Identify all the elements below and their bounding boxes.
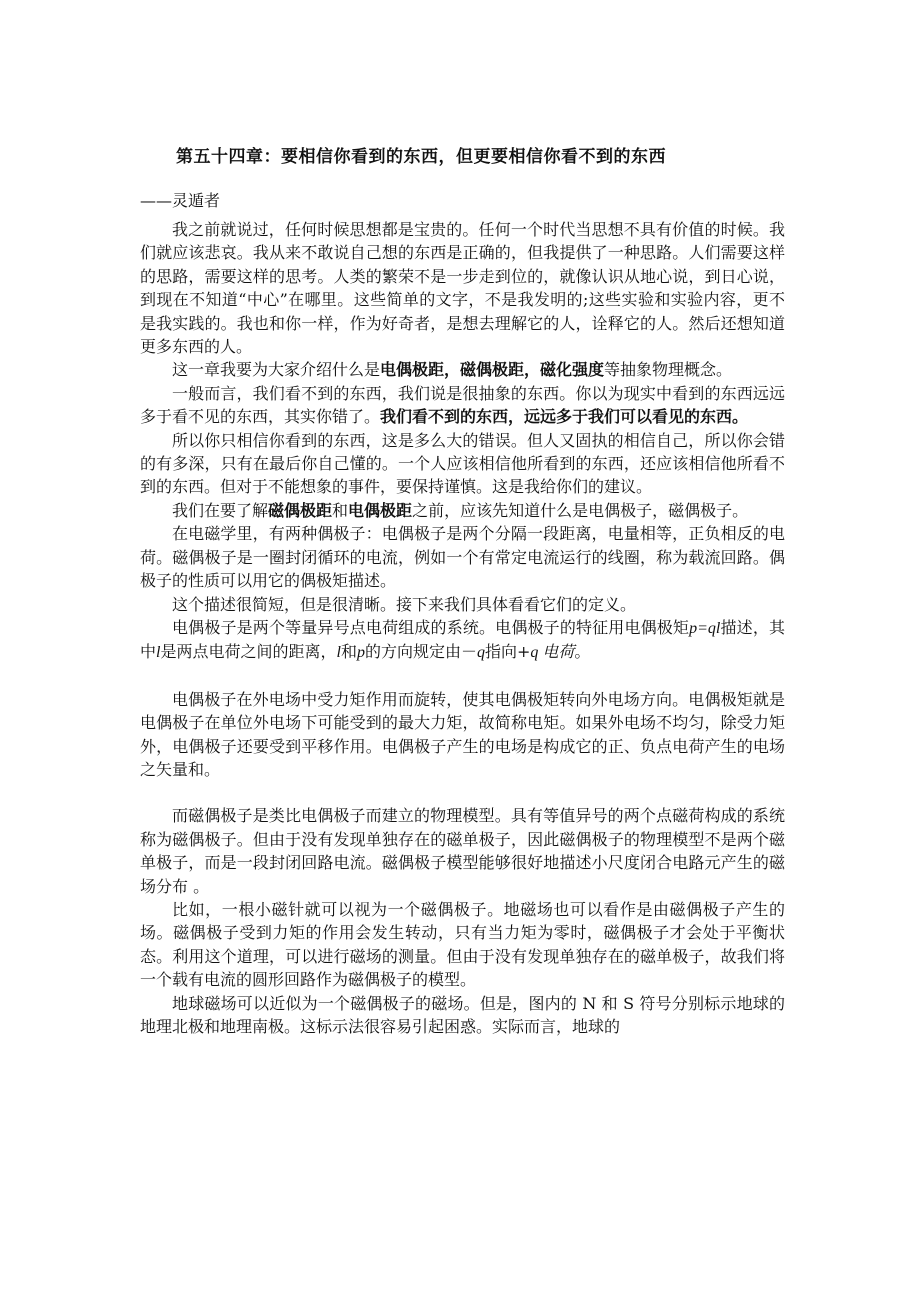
bold-text: 电偶极距	[348, 500, 413, 520]
text-run: 的方向规定由－	[364, 642, 477, 662]
text-run: 和	[332, 500, 349, 520]
author-byline: ——灵遁者	[140, 191, 221, 210]
text-run: 我们在要了解	[172, 500, 269, 520]
paragraph: 地球磁场可以近似为一个磁偶极子的磁场。但是，图内的 N 和 S 符号分别标示地球的地理北极和地理南极。这标示法很容易引起困惑。实际而言，地球的	[140, 993, 785, 1036]
text-run: 这一章我要为大家介绍什么是	[172, 360, 381, 380]
paragraph: 而磁偶极子是类比电偶极子而建立的物理模型。具有等值异号的两个点磁荷构成的系统称为磁偶极子。但由于没有发现单独存在的磁单极子，因此磁偶极子的物理模型不是两个磁单极子，而是一段封闭回路电流。磁偶极子模型能够很好地描述小尺度闭合电路元产生的磁场分布 。	[140, 806, 785, 896]
text-run: 。	[574, 642, 591, 662]
text-run: 电偶极子是两个等量异号点电荷组成的系统。电偶极子的特征用电偶极矩	[172, 617, 690, 637]
paragraph: 这个描述很简短，但是很清晰。接下来我们具体看看它们的定义。	[172, 594, 637, 614]
symbol-l: l	[336, 644, 341, 662]
chapter-title: 第五十四章：要相信你看到的东西，但更要相信你看不到的东西	[176, 147, 666, 167]
text-run: 之前，应该先知道什么是电偶极子，磁偶极子。	[412, 500, 749, 520]
paragraph-formula	[140, 616, 785, 665]
text-run: 等抽象物理概念。	[604, 360, 733, 380]
paragraph: 电偶极子在外电场中受力矩作用而旋转，使其电偶极矩转向外电场方向。电偶极矩就是电偶极子在单位外电场下可能受到的最大力矩，故简称电矩。如果外电场不均匀，除受力矩外，电偶极子还要受到平移作用。电偶极子产生的电场是构成它的正、负点电荷产生的电场之矢量和。	[140, 689, 785, 779]
article-body	[140, 218, 785, 1038]
text-run: 指向+	[484, 642, 531, 662]
paragraph: 在电磁学里，有两种偶极子：电偶极子是两个分隔一段距离，电量相等，正负相反的电荷。磁偶极子是一圈封闭循环的电流，例如一个有常定电流运行的线圈，称为载流回路。偶极子的性质可以用它的偶极矩描述。	[140, 524, 785, 591]
symbol-l: l	[156, 644, 161, 662]
text-run: 一般而言，我们看不到的东西，我们说是很抽象的东西。你以为现实中看到的东西远远多于看不见的东西，其实你错了。	[140, 383, 785, 427]
paragraph: 我之前就说过，任何时候思想都是宝贵的。任何一个时代当思想不具有价值的时候。我们就应该悲哀。我从来不敢说自己想的东西是正确的，但我提供了一种思路。人们需要这样的思路，需要这样的思考。人类的繁荣不是一步走到位的，就像认识从地心说，到日心说，到现在不知道“中心”在哪里。这些简单的文字，不是我发明的;这些实验和实验内容，更不是我实践的。我也和你一样，作为好奇者，是想去理解它的人，诠释它的人。然后还想知道更多东西的人。	[140, 220, 785, 357]
paragraph	[140, 358, 785, 381]
bold-text: 磁偶极距	[268, 500, 333, 520]
paragraph: 所以你只相信你看到的东西，这是多么大的错误。但人又固执的相信自己，所以你会错的有多深，只有在最后你自己懂的。一个人应该相信他所看到的东西，还应该相信他所看不到的东西。但对于不能想象的事件，要保持谨慎。这是我给你们的建议。	[140, 430, 785, 497]
formula: p=ql	[689, 619, 721, 637]
bold-text: 电偶极距，磁偶极距，磁化强度	[380, 360, 605, 380]
text-run: 和	[340, 642, 357, 662]
symbol-q: q	[476, 644, 485, 662]
text-run: 是两点电荷之间的距离，	[160, 642, 337, 662]
bold-text: 我们看不到的东西，远远多于我们可以看见的东西。	[380, 407, 749, 427]
paragraph: 比如，一根小磁针就可以视为一个磁偶极子。地磁场也可以看作是由磁偶极子产生的场。磁偶极子受到力矩的作用会发生转动，只有当力矩为零时，磁偶极子才会处于平衡状态。利用这个道理，可以进行磁场的测量。但由于没有发现单独存在的磁单极子，故我们将一个载有电流的圆形回路作为磁偶极子的模型。	[140, 899, 785, 990]
symbol-q-charge: q 电荷	[530, 644, 575, 662]
paragraph	[140, 382, 785, 429]
symbol-p: p	[356, 644, 365, 662]
text-run: 描述，其中	[140, 617, 785, 662]
paragraph	[140, 499, 785, 522]
